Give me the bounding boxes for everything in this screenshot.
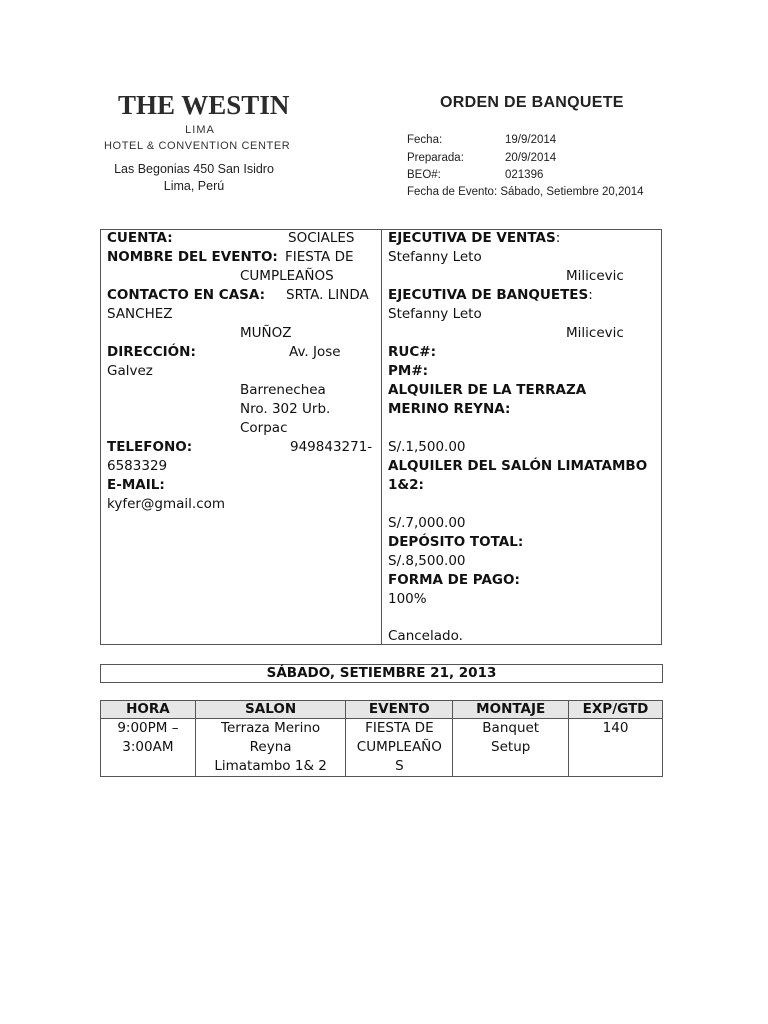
- ruc-label: RUC#:: [388, 344, 436, 360]
- terraza-label-2: MERINO REYNA:: [388, 401, 511, 417]
- cell-salon-line3: Limatambo 1& 2: [214, 758, 327, 774]
- meta-preparada: Preparada: 20/9/2014: [407, 152, 557, 164]
- direccion-value-3: Barrenechea: [240, 382, 326, 398]
- event-date-bar: SÁBADO, SETIEMBRE 21, 2013: [100, 664, 663, 683]
- nombre-evento-value-2: CUMPLEAÑOS: [240, 268, 334, 284]
- cell-evento: [346, 719, 453, 777]
- ejecutiva-banquetes-heading: EJECUTIVA DE BANQUETES:: [388, 287, 593, 303]
- cell-hora-line1: 9:00PM –: [117, 720, 179, 736]
- contacto-value-2: SANCHEZ: [107, 306, 173, 322]
- column-divider: [381, 229, 382, 645]
- terraza-label: ALQUILER DE LA TERRAZA: [388, 382, 587, 398]
- cell-montaje: [453, 719, 569, 777]
- hotel-logo-subtitle: HOTEL & CONVENTION CENTER: [104, 140, 291, 152]
- hotel-logo-title: THE WESTIN: [118, 90, 290, 120]
- header-montaje: MONTAJE: [453, 701, 569, 719]
- schedule-header-row: [101, 701, 663, 719]
- hotel-logo-city: LIMA: [185, 124, 215, 136]
- cuenta-label: CUENTA:: [107, 230, 173, 246]
- salon-label-2: 1&2:: [388, 477, 424, 493]
- telefono-value: 949843271-: [290, 439, 373, 455]
- contacto-value: SRTA. LINDA: [286, 287, 369, 303]
- cell-evento-line3: S: [395, 758, 404, 774]
- email-value: kyfer@gmail.com: [107, 496, 226, 512]
- deposito-label: DEPÓSITO TOTAL:: [388, 534, 524, 550]
- forma-pago-status: Cancelado.: [388, 628, 463, 644]
- contacto-value-3: MUÑOZ: [240, 325, 292, 341]
- ejecutiva-ventas-value-2: Milicevic: [566, 268, 624, 284]
- cell-montaje-line2: Setup: [491, 739, 531, 755]
- email-label: E-MAIL:: [107, 477, 165, 493]
- ejecutiva-ventas-value: Stefanny Leto: [388, 249, 482, 265]
- ejecutiva-ventas-label: EJECUTIVA DE VENTAS: [388, 230, 556, 246]
- hotel-address-line1: Las Begonias 450 San Isidro: [114, 162, 274, 176]
- cuenta-value: SOCIALES: [288, 230, 355, 246]
- ejecutiva-banquetes-value-2: Milicevic: [566, 325, 624, 341]
- salon-value: S/.7,000.00: [388, 515, 466, 531]
- terraza-value: S/.1,500.00: [388, 439, 466, 455]
- hotel-address-line2: Lima, Perú: [163, 179, 225, 193]
- direccion-value-5: Corpac: [240, 420, 288, 436]
- cell-exp-gtd: 140: [569, 719, 663, 777]
- header-hora: HORA: [101, 701, 196, 719]
- forma-pago-value: 100%: [388, 591, 427, 607]
- schedule-table: [100, 700, 663, 777]
- direccion-label: DIRECCIÓN:: [107, 344, 196, 360]
- cell-evento-line2: CUMPLEAÑO: [356, 739, 442, 755]
- table-row: [101, 719, 663, 777]
- header-salon: SALON: [195, 701, 346, 719]
- cell-salon-line1: Terraza Merino: [221, 720, 321, 736]
- telefono-value-2: 6583329: [107, 458, 168, 474]
- meta-beo: BEO#: 021396: [407, 169, 544, 181]
- contacto-label: CONTACTO EN CASA:: [107, 287, 265, 303]
- forma-pago-label: FORMA DE PAGO:: [388, 572, 520, 588]
- direccion-value-4: Nro. 302 Urb.: [240, 401, 331, 417]
- ejecutiva-banquetes-value: Stefanny Leto: [388, 306, 482, 322]
- nombre-evento-value: FIESTA DE: [285, 249, 354, 265]
- header-evento: EVENTO: [346, 701, 453, 719]
- cell-salon: [195, 719, 346, 777]
- cell-salon-line2: Reyna: [249, 739, 292, 755]
- meta-fecha: Fecha: 19/9/2014: [407, 134, 557, 146]
- meta-fecha-evento: Fecha de Evento: Sábado, Setiembre 20,2014: [407, 186, 644, 198]
- cell-evento-line1: FIESTA DE: [365, 720, 434, 736]
- order-title: ORDEN DE BANQUETE: [440, 94, 624, 111]
- salon-label: ALQUILER DEL SALÓN LIMATAMBO: [388, 458, 648, 474]
- deposito-value: S/.8,500.00: [388, 553, 466, 569]
- direccion-value-2: Galvez: [107, 363, 153, 379]
- nombre-evento-label: NOMBRE DEL EVENTO:: [107, 249, 278, 265]
- cell-montaje-line1: Banquet: [482, 720, 540, 736]
- cell-hora: [101, 719, 196, 777]
- cell-hora-line2: 3:00AM: [122, 739, 174, 755]
- header-exp-gtd: EXP/GTD: [569, 701, 663, 719]
- ejecutiva-banquetes-label: EJECUTIVA DE BANQUETES: [388, 287, 589, 303]
- pm-label: PM#:: [388, 363, 429, 379]
- ejecutiva-ventas-heading: EJECUTIVA DE VENTAS:: [388, 230, 561, 246]
- telefono-label: TELEFONO:: [107, 439, 193, 455]
- direccion-value: Av. Jose: [289, 344, 341, 360]
